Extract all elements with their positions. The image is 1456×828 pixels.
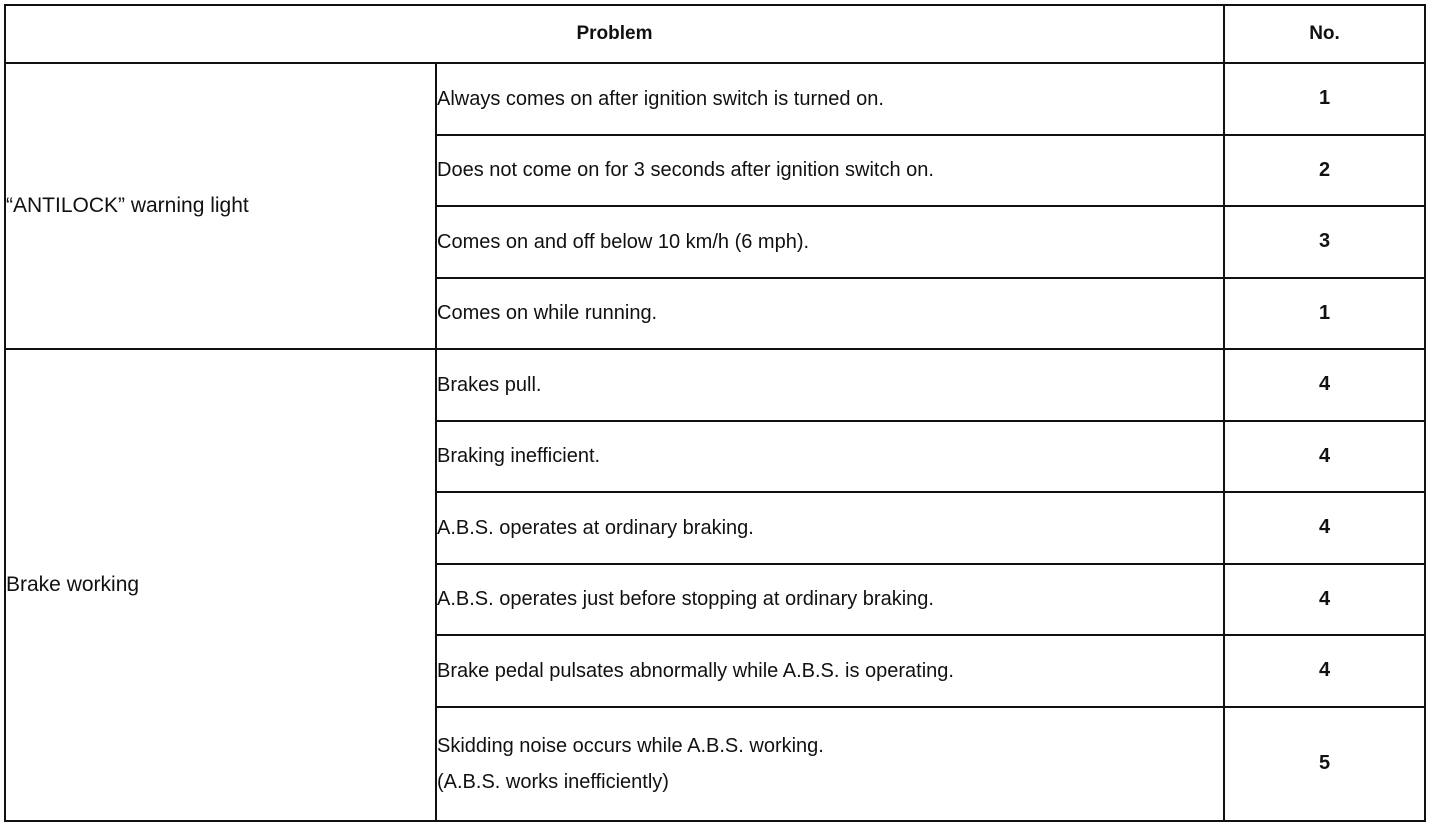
- number-cell: 5: [1224, 707, 1425, 822]
- problem-cell: Brake pedal pulsates abnormally while A.B.S. is operating.: [436, 635, 1224, 707]
- number-cell: 4: [1224, 492, 1425, 564]
- problem-cell: Comes on and off below 10 km/h (6 mph).: [436, 206, 1224, 278]
- problem-line-1: Skidding noise occurs while A.B.S. working.: [437, 734, 824, 757]
- number-cell: 1: [1224, 278, 1425, 350]
- problem-cell: A.B.S. operates at ordinary braking.: [436, 492, 1224, 564]
- table-row: [5, 63, 1425, 135]
- number-cell: 4: [1224, 635, 1425, 707]
- problem-cell: Comes on while running.: [436, 278, 1224, 350]
- header-problem: Problem: [5, 5, 1224, 63]
- problem-line-2: (A.B.S. works inefficiently): [437, 770, 669, 793]
- trouble-diagnosis-table: [4, 4, 1426, 822]
- category-brake-working: Brake working: [5, 349, 436, 821]
- problem-cell-multiline: [436, 707, 1224, 822]
- header-number: No.: [1224, 5, 1425, 63]
- table-header-row: [5, 5, 1425, 63]
- number-cell: 4: [1224, 349, 1425, 421]
- category-antilock-warning-light: “ANTILOCK” warning light: [5, 63, 436, 349]
- problem-cell: A.B.S. operates just before stopping at ordinary braking.: [436, 564, 1224, 636]
- number-cell: 4: [1224, 421, 1425, 493]
- number-cell: 4: [1224, 564, 1425, 636]
- number-cell: 2: [1224, 135, 1425, 207]
- number-cell: 3: [1224, 206, 1425, 278]
- problem-cell: Braking inefficient.: [436, 421, 1224, 493]
- number-cell: 1: [1224, 63, 1425, 135]
- problem-cell: Always comes on after ignition switch is turned on.: [436, 63, 1224, 135]
- problem-cell: Does not come on for 3 seconds after ignition switch on.: [436, 135, 1224, 207]
- problem-cell: Brakes pull.: [436, 349, 1224, 421]
- table-row: [5, 349, 1425, 421]
